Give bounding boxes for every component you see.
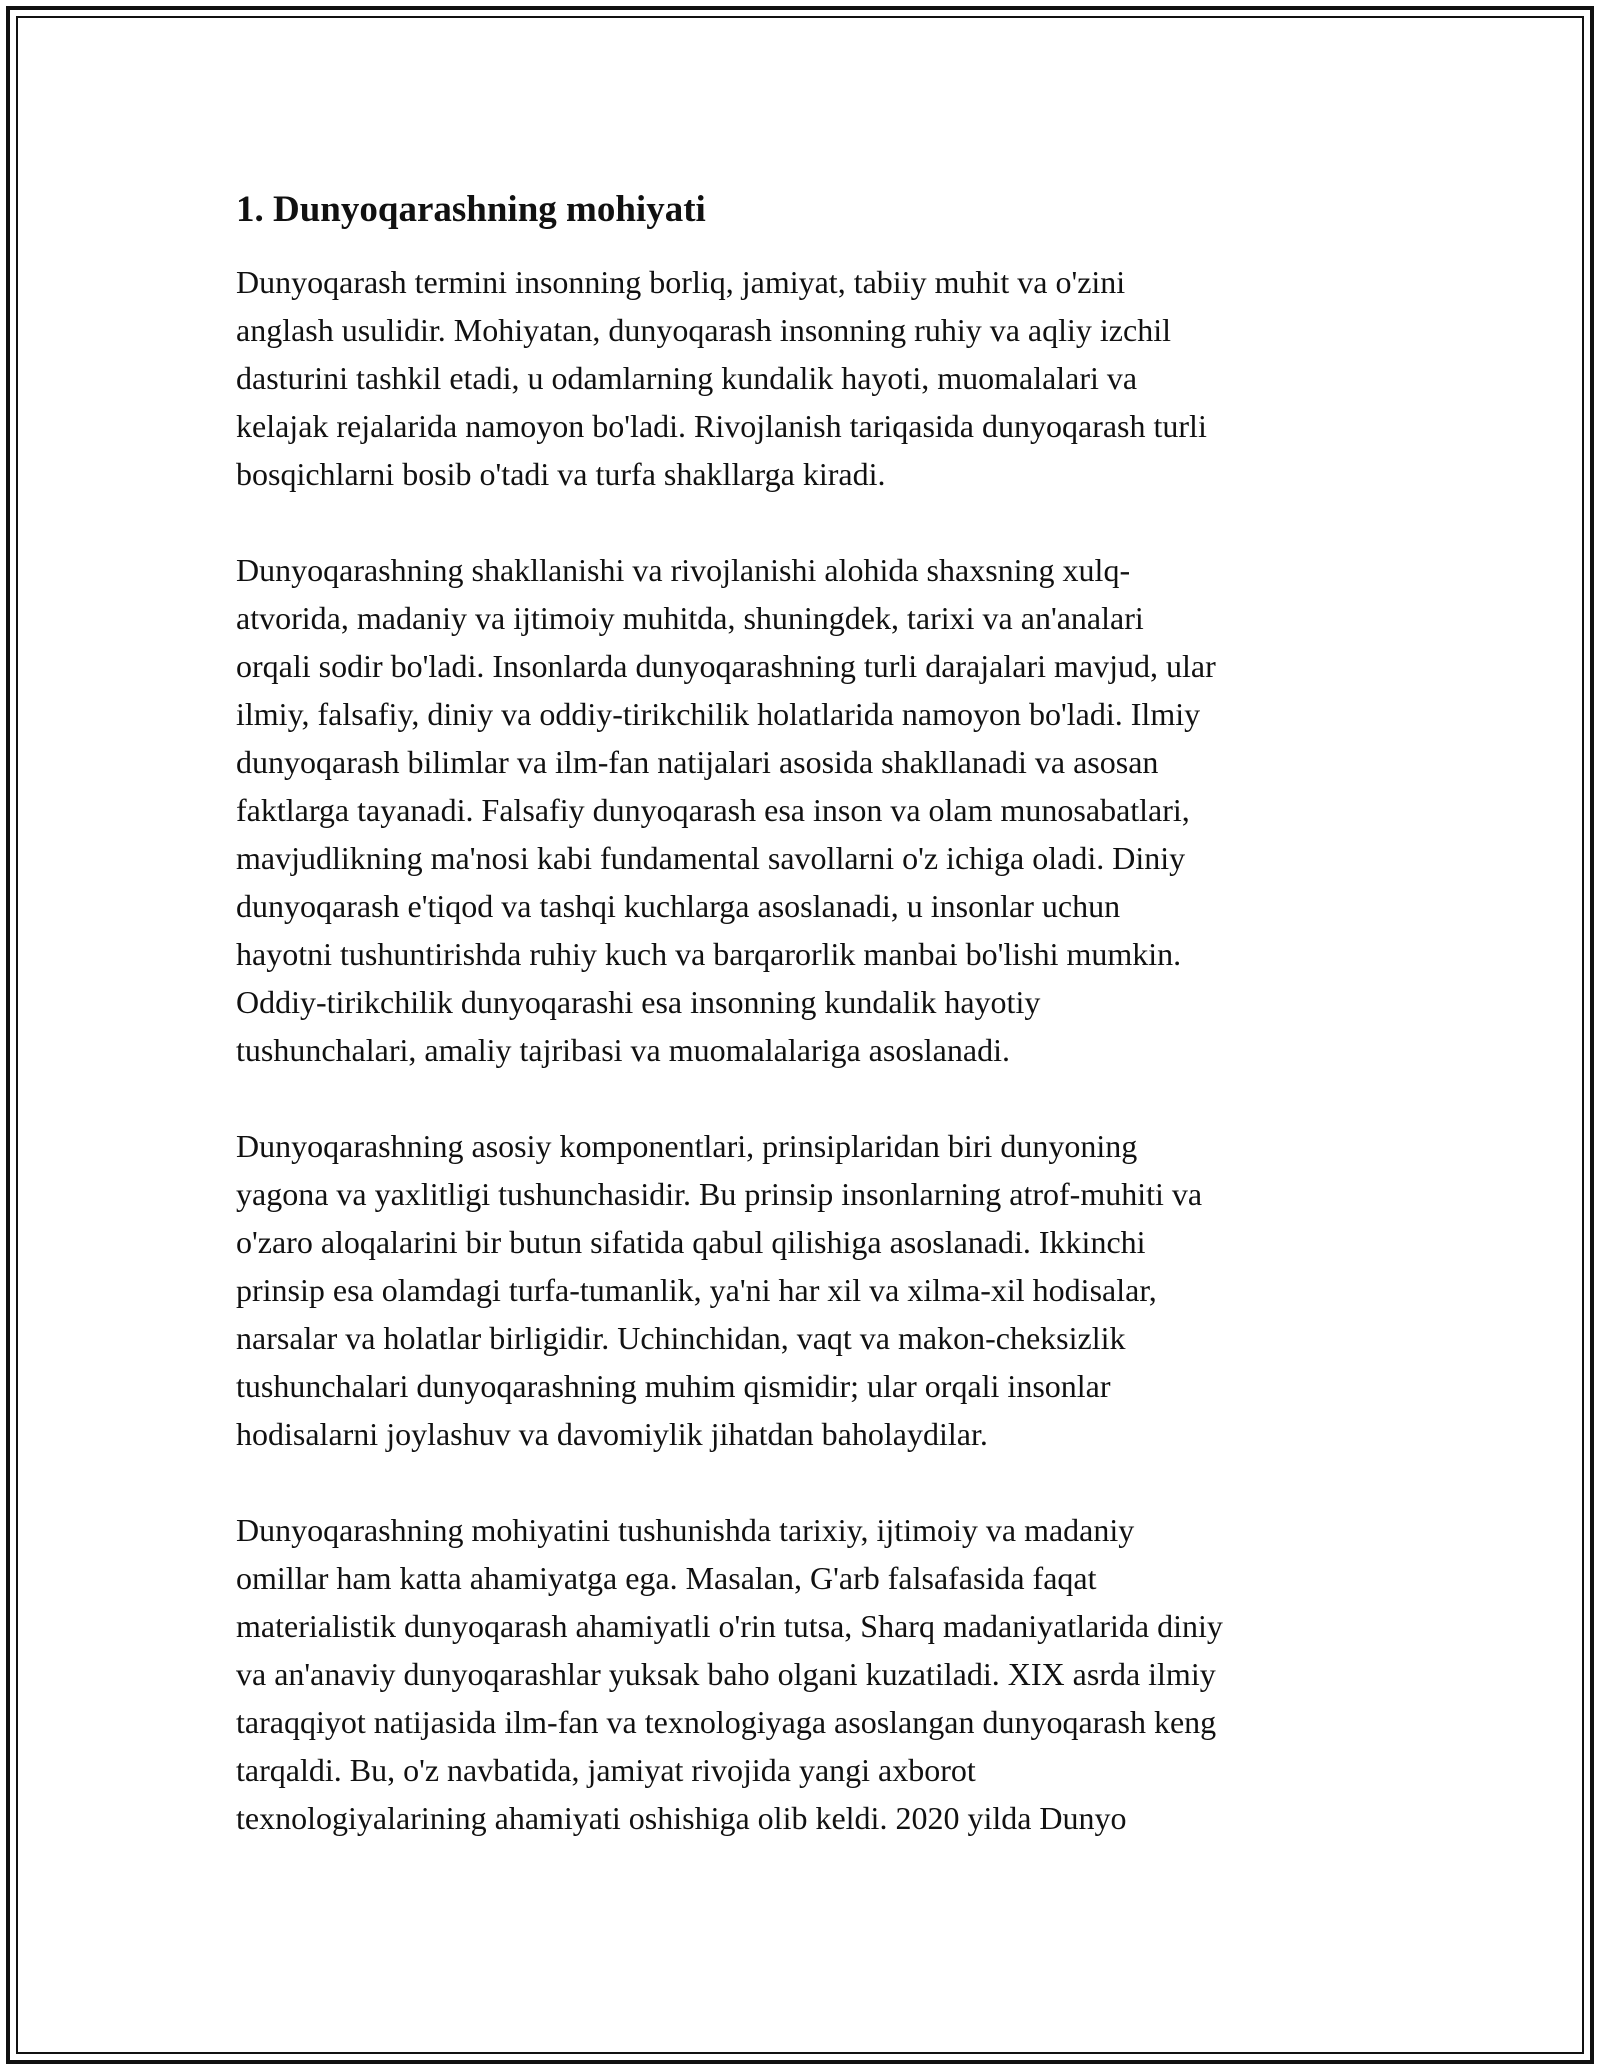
paragraph xyxy=(236,258,1376,498)
paragraph-line: anglash usulidir. Mohiyatan, dunyoqarash insonning ruhiy va aqliy izchil xyxy=(236,312,1171,348)
paragraph-line: ilmiy, falsafiy, diniy va oddiy-tirikchilik holatlarida namoyon bo'ladi. Ilmiy xyxy=(236,696,1201,732)
paragraph-line: prinsip esa olamdagi turfa-tumanlik, ya'ni har xil va xilma-xil hodisalar, xyxy=(236,1272,1157,1308)
paragraph-list xyxy=(236,258,1376,1842)
paragraph xyxy=(236,1122,1376,1458)
paragraph-line: Dunyoqarashning asosiy komponentlari, prinsiplaridan biri dunyoning xyxy=(236,1128,1138,1164)
paragraph-line: Dunyoqarashning shakllanishi va rivojlanishi alohida shaxsning xulq- xyxy=(236,552,1131,588)
paragraph-line: texnologiyalarining ahamiyati oshishiga olib keldi. 2020 yilda Dunyo xyxy=(236,1800,1127,1836)
paragraph-line: faktlarga tayanadi. Falsafiy dunyoqarash esa inson va olam munosabatlari, xyxy=(236,792,1190,828)
paragraph-line: kelajak rejalarida namoyon bo'ladi. Rivojlanish tariqasida dunyoqarash turli xyxy=(236,408,1207,444)
paragraph-line: Oddiy-tirikchilik dunyoqarashi esa insonning kundalik hayotiy xyxy=(236,984,1041,1020)
paragraph-line: tushunchalari, amaliy tajribasi va muomalalariga asoslanadi. xyxy=(236,1032,1010,1068)
paragraph-line: hodisalarni joylashuv va davomiylik jihatdan baholaydilar. xyxy=(236,1416,988,1452)
paragraph xyxy=(236,1506,1376,1842)
paragraph-line: hayotni tushuntirishda ruhiy kuch va barqarorlik manbai bo'lishi mumkin. xyxy=(236,936,1182,972)
paragraph xyxy=(236,546,1376,1074)
paragraph-line: dasturini tashkil etadi, u odamlarning kundalik hayoti, muomalalari va xyxy=(236,360,1138,396)
paragraph-line: va an'anaviy dunyoqarashlar yuksak baho olgani kuzatiladi. XIX asrda ilmiy xyxy=(236,1656,1216,1692)
paragraph-line: tushunchalari dunyoqarashning muhim qismidir; ular orqali insonlar xyxy=(236,1368,1111,1404)
paragraph-line: o'zaro aloqalarini bir butun sifatida qabul qilishiga asoslanadi. Ikkinchi xyxy=(236,1224,1146,1260)
paragraph-line: Dunyoqarash termini insonning borliq, jamiyat, tabiiy muhit va o'zini xyxy=(236,264,1126,300)
paragraph-line: mavjudlikning ma'nosi kabi fundamental savollarni o'z ichiga oladi. Diniy xyxy=(236,840,1186,876)
paragraph-line: Dunyoqarashning mohiyatini tushunishda tarixiy, ijtimoiy va madaniy xyxy=(236,1512,1135,1548)
paragraph-line: yagona va yaxlitligi tushunchasidir. Bu prinsip insonlarning atrof-muhiti va xyxy=(236,1176,1203,1212)
paragraph-line: orqali sodir bo'ladi. Insonlarda dunyoqarashning turli darajalari mavjud, ular xyxy=(236,648,1216,684)
paragraph-line: materialistik dunyoqarash ahamiyatli o'rin tutsa, Sharq madaniyatlarida diniy xyxy=(236,1608,1223,1644)
paragraph-line: taraqqiyot natijasida ilm-fan va texnologiyaga asoslangan dunyoqarash keng xyxy=(236,1704,1217,1740)
paragraph-line: narsalar va holatlar birligidir. Uchinchidan, vaqt va makon-cheksizlik xyxy=(236,1320,1126,1356)
document-body xyxy=(236,186,1376,1890)
paragraph-line: bosqichlarni bosib o'tadi va turfa shakllarga kiradi. xyxy=(236,456,886,492)
paragraph-line: atvorida, madaniy va ijtimoiy muhitda, shuningdek, tarixi va an'analari xyxy=(236,600,1144,636)
paragraph-line: dunyoqarash e'tiqod va tashqi kuchlarga asoslanadi, u insonlar uchun xyxy=(236,888,1121,924)
paragraph-line: tarqaldi. Bu, o'z navbatida, jamiyat rivojida yangi axborot xyxy=(236,1752,976,1788)
paragraph-line: omillar ham katta ahamiyatga ega. Masalan, G'arb falsafasida faqat xyxy=(236,1560,1097,1596)
section-heading: 1. Dunyoqarashning mohiyati xyxy=(236,189,706,230)
paragraph-line: dunyoqarash bilimlar va ilm-fan natijalari asosida shakllanadi va asosan xyxy=(236,744,1159,780)
